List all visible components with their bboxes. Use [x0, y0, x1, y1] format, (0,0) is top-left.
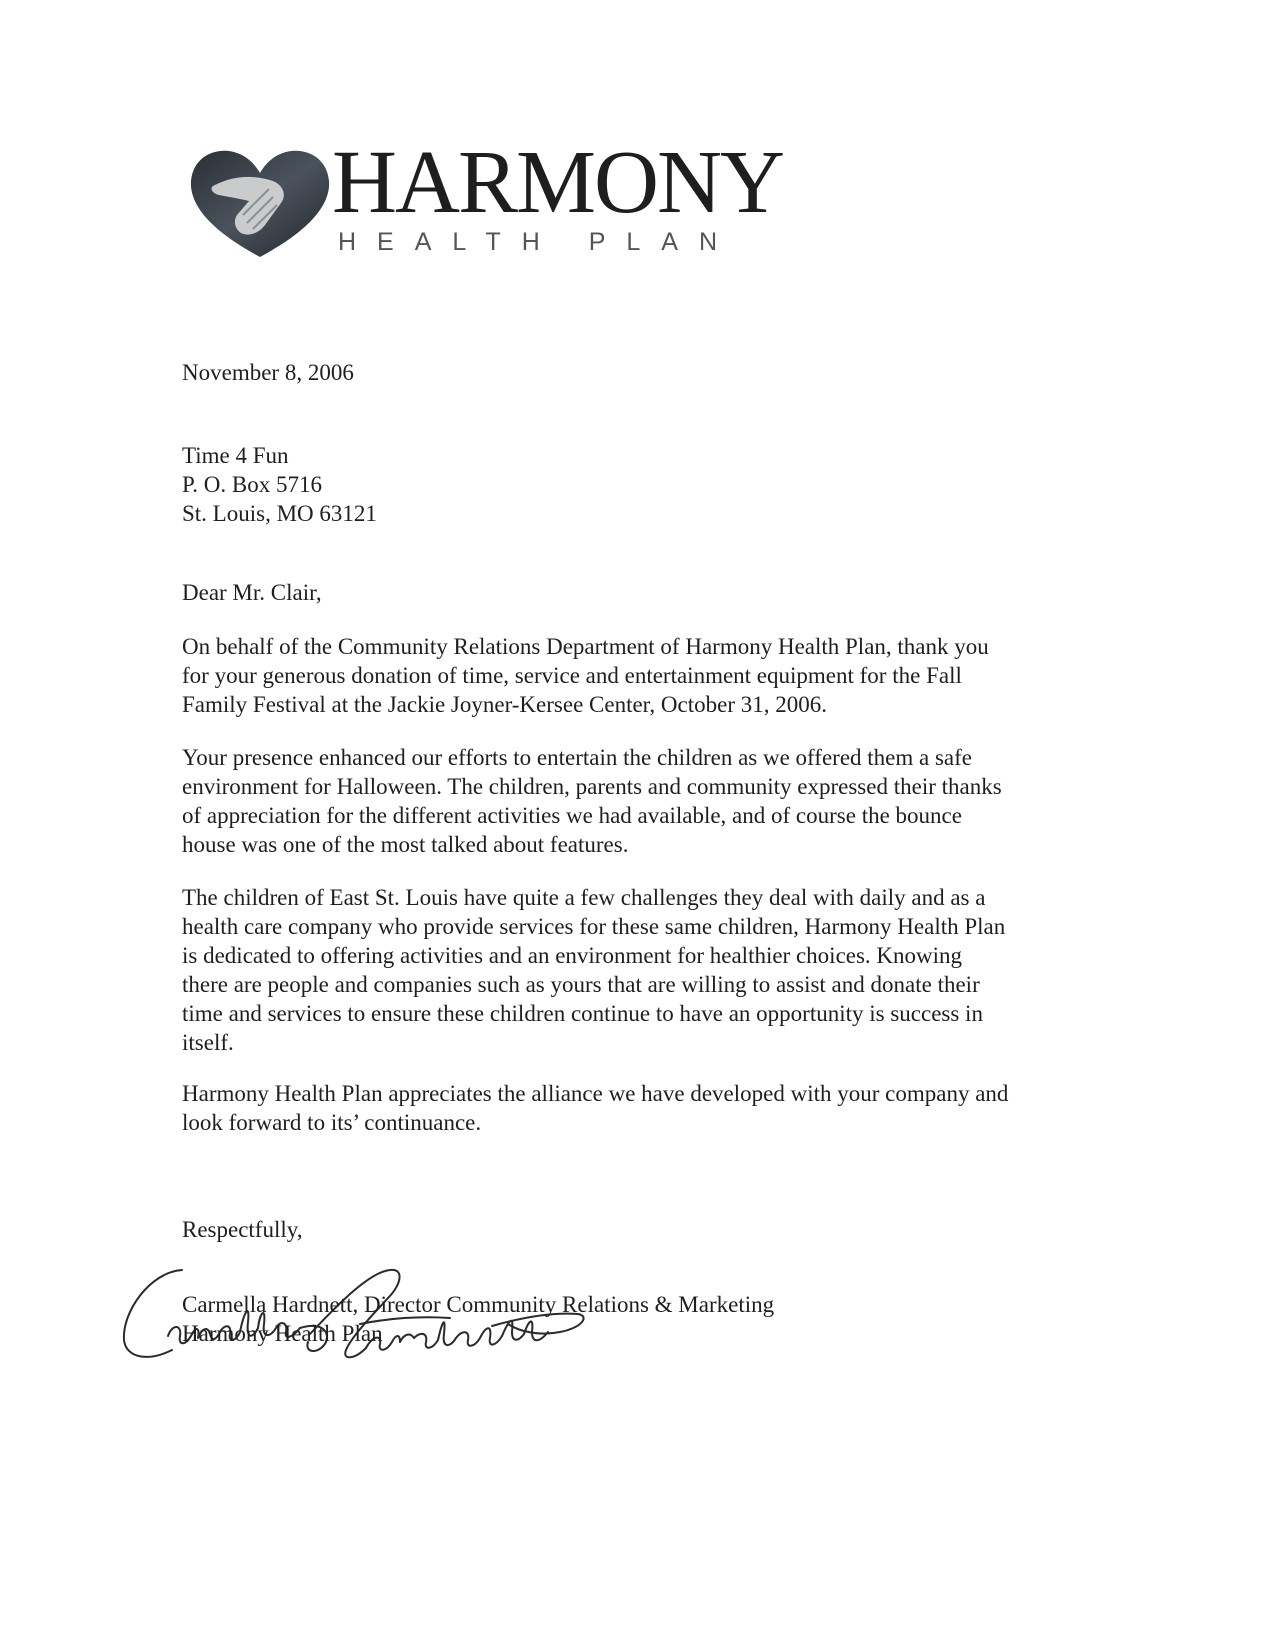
paragraph-line: for your generous donation of time, service and entertainment equipment for the Fall — [182, 663, 962, 688]
address-line: St. Louis, MO 63121 — [182, 501, 377, 526]
signer-name-title: Carmella Hardnett, Director Community Relations & Marketing — [182, 1292, 775, 1317]
signer-block — [182, 1290, 1102, 1348]
paragraph-line: Harmony Health Plan appreciates the alliance we have developed with your company and — [182, 1081, 1009, 1106]
recipient-address — [182, 441, 1102, 528]
body-paragraph-2 — [182, 743, 1102, 859]
logo-wordmark: HARMONY — [332, 133, 784, 232]
paragraph-line: look forward to its’ continuance. — [182, 1110, 482, 1135]
paragraph-line: environment for Halloween. The children, parents and community expressed their thanks — [182, 774, 1002, 799]
body-paragraph-3 — [182, 883, 1102, 1057]
address-line: Time 4 Fun — [182, 443, 289, 468]
paragraph-line: itself. — [182, 1030, 234, 1055]
logo-tagline: HEALTH PLAN — [338, 228, 739, 256]
paragraph-line: health care company who provide services for these same children, Harmony Health Plan — [182, 914, 1006, 939]
signer-organization: Harmony Health Plan — [182, 1321, 383, 1346]
heart-hand-logo-icon — [185, 145, 335, 263]
paragraph-line: Your presence enhanced our efforts to entertain the children as we offered them a safe — [182, 745, 972, 770]
body-paragraph-1 — [182, 632, 1102, 719]
salutation: Dear Mr. Clair, — [182, 580, 322, 605]
paragraph-line: On behalf of the Community Relations Department of Harmony Health Plan, thank you — [182, 634, 989, 659]
letter-date: November 8, 2006 — [182, 360, 354, 385]
paragraph-line: Family Festival at the Jackie Joyner-Kersee Center, October 31, 2006. — [182, 692, 827, 717]
paragraph-line: is dedicated to offering activities and an environment for healthier choices. Knowing — [182, 943, 963, 968]
address-line: P. O. Box 5716 — [182, 472, 322, 497]
paragraph-line: time and services to ensure these children continue to have an opportunity is success in — [182, 1001, 983, 1026]
paragraph-line: of appreciation for the different activities we had available, and of course the bounce — [182, 803, 962, 828]
paragraph-line: house was one of the most talked about features. — [182, 832, 629, 857]
paragraph-line: The children of East St. Louis have quite a few challenges they deal with daily and as a — [182, 885, 986, 910]
body-paragraph-4 — [182, 1079, 1102, 1137]
paragraph-line: there are people and companies such as yours that are willing to assist and donate their — [182, 972, 980, 997]
closing: Respectfully, — [182, 1217, 303, 1242]
